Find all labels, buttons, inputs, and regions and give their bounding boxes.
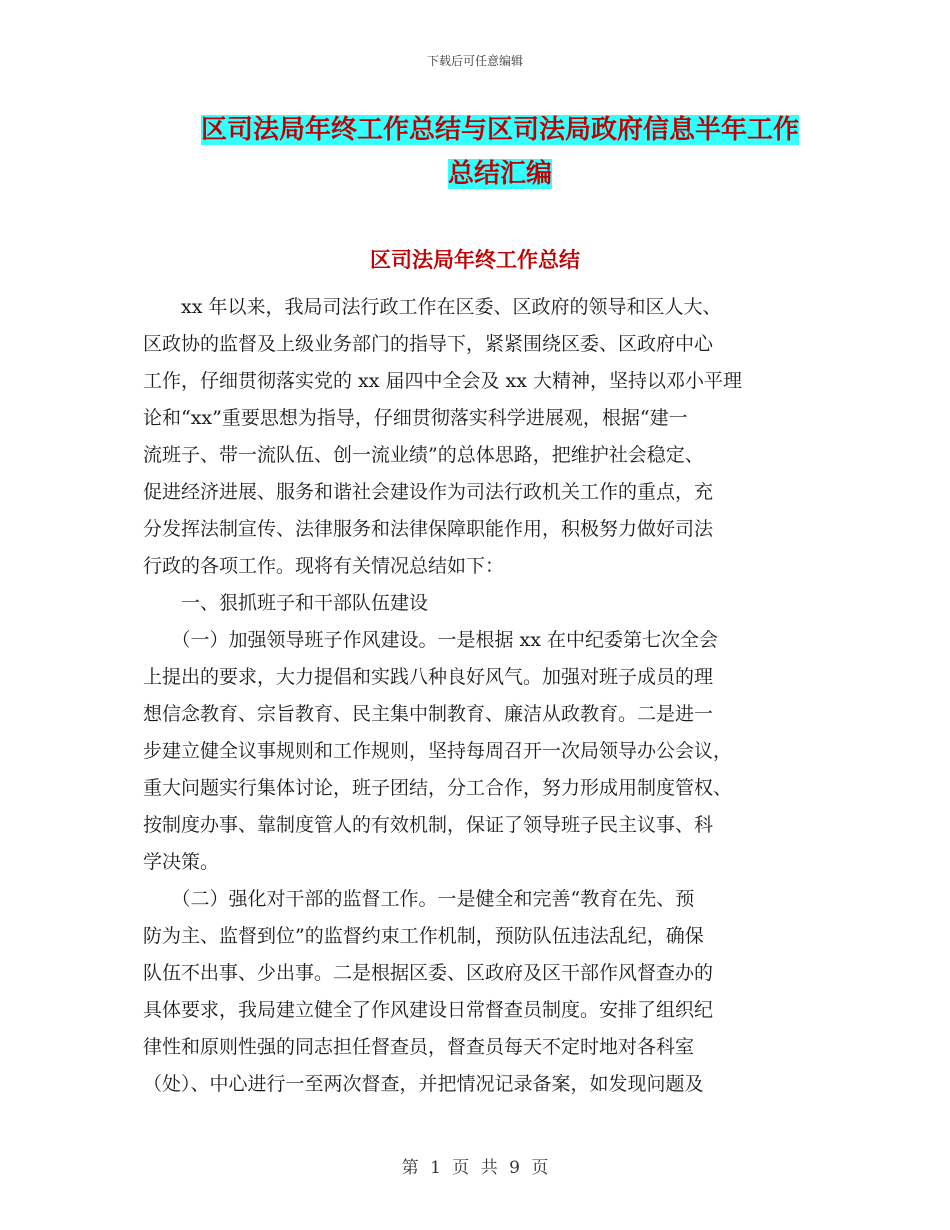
text-line: 重大问题实行集体讨论，班子团结，分工合作，努力形成用制度管权、: [143, 777, 733, 799]
text-line: （一）加强领导班子作风建设。一是根据 xx 在中纪委第七次全会: [143, 629, 719, 651]
text-line: 学决策。: [143, 851, 220, 873]
text-line: 防为主、监督到位”的监督约束工作机制，预防队伍违法乱纪，确保: [143, 925, 704, 947]
section-title: 区司法局年终工作总结: [370, 248, 580, 272]
text-line: 队伍不出事、少出事。二是根据区委、区政府及区干部作风督查办的: [143, 962, 714, 984]
text-line: （处）、中心进行一至两次督查，并把情况记录备案，如发现问题及: [143, 1073, 704, 1095]
document-title-line-1: [150, 108, 850, 152]
text-line: 律性和原则性强的同志担任督查员，督查员每天不定时地对各科室: [143, 1036, 695, 1058]
text-line: （二）强化对干部的监督工作。一是健全和完善“教育在先、预: [143, 888, 695, 910]
text-line: 流班子、带一流队伍、创一流业绩”的总体思路，把维护社会稳定、: [143, 444, 704, 466]
text-line: 具体要求，我局建立健全了作风建设日常督查员制度。安排了组织纪: [143, 999, 714, 1021]
document-title-line-2: [150, 152, 850, 196]
page-footer: 第 1 页 共 9 页: [401, 1158, 549, 1178]
text-line: 上提出的要求，大力提倡和实践八种良好风气。加强对班子成员的理: [143, 666, 714, 688]
text-line: 工作，仔细贯彻落实党的 xx 届四中全会及 xx 大精神，坚持以邓小平理: [143, 370, 743, 392]
document-title-line-2-text: 总结汇编: [447, 159, 552, 189]
text-line: 论和“xx”重要思想为指导，仔细贯彻落实科学进展观，根据“建一: [143, 407, 688, 429]
text-line: 步建立健全议事规则和工作规则，坚持每周召开一次局领导办公会议，: [143, 740, 733, 762]
text-line: 促进经济进展、服务和谐社会建设作为司法行政机关工作的重点，充: [143, 481, 714, 503]
text-line: 一、狠抓班子和干部队伍建设: [143, 592, 429, 614]
text-line: 行政的各项工作。现将有关情况总结如下：: [143, 555, 505, 577]
text-line: 区政协的监督及上级业务部门的指导下，紧紧围绕区委、区政府中心: [143, 333, 714, 355]
document-title-line-1-text: 区司法局年终工作总结与区司法局政府信息半年工作: [200, 115, 799, 145]
text-line: 分发挥法制宣传、法律服务和法律保障职能作用，积极努力做好司法: [143, 518, 714, 540]
text-line: 想信念教育、宗旨教育、民主集中制教育、廉洁从政教育。二是进一: [143, 703, 714, 725]
body-text: [143, 289, 811, 1103]
header-note: 下载后可任意编辑: [426, 54, 523, 68]
text-line: xx 年以来，我局司法行政工作在区委、区政府的领导和区人大、: [143, 296, 722, 318]
text-line: 按制度办事、靠制度管人的有效机制，保证了领导班子民主议事、科: [143, 814, 714, 836]
